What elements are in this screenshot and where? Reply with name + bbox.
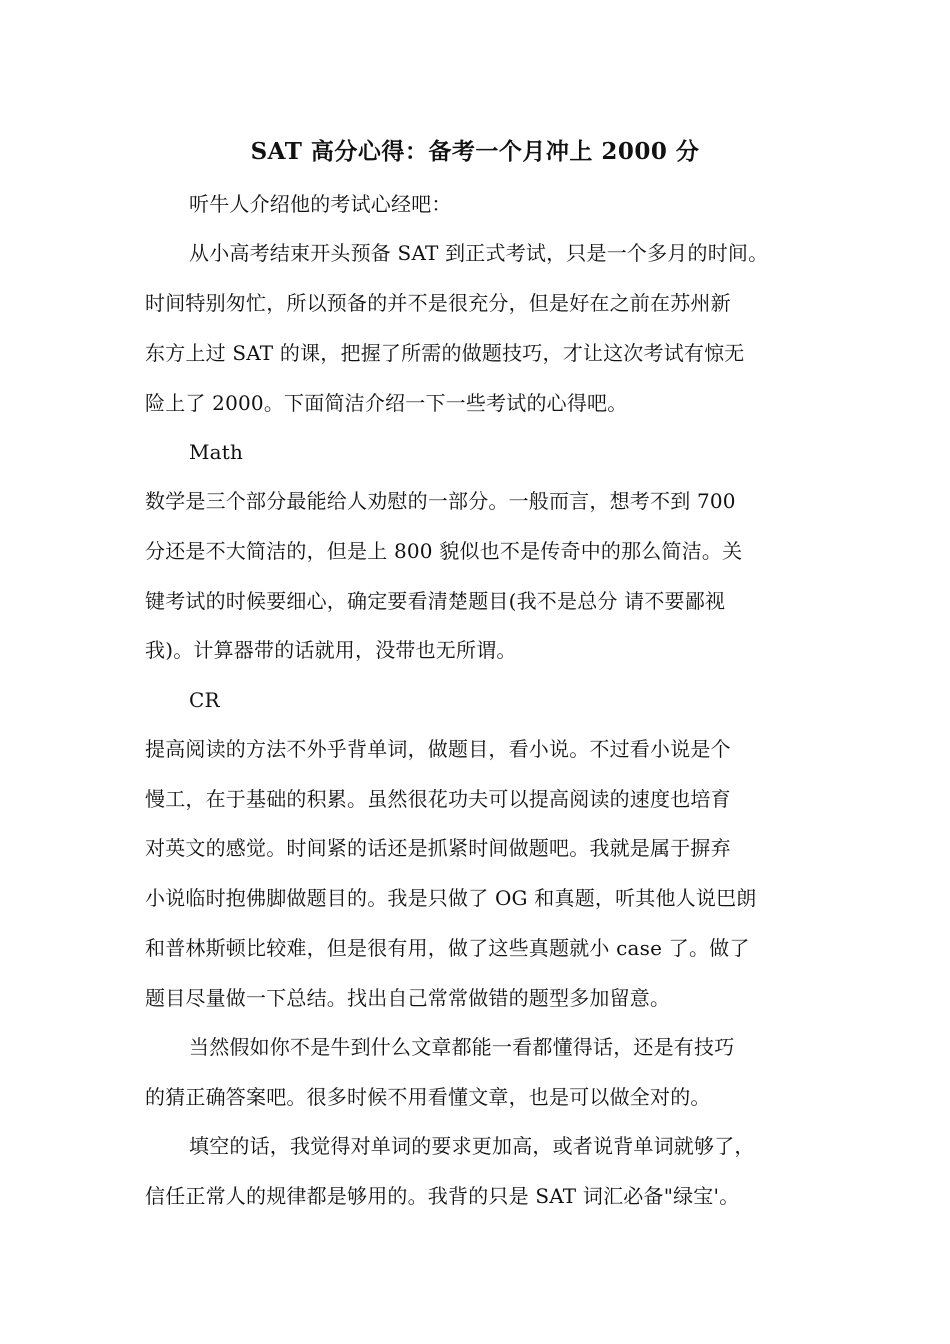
paragraph-line: 慢工，在于基础的积累。虽然很花功夫可以提高阅读的速度也培育 bbox=[145, 787, 731, 811]
paragraph-line: 当然假如你不是牛到什么文章都能一看都懂得话，还是有技巧 bbox=[189, 1035, 735, 1059]
paragraph-line: 数学是三个部分最能给人劝慰的一部分。一般而言，想考不到 700 bbox=[145, 489, 736, 513]
paragraph-line: 题目尽量做一下总结。找出自己常常做错的题型多加留意。 bbox=[145, 986, 671, 1010]
paragraph-line: 小说临时抱佛脚做题目的。我是只做了 OG 和真题，听其他人说巴朗 bbox=[145, 886, 757, 910]
paragraph-line: 信任正常人的规律都是够用的。我背的只是 SAT 词汇必备"绿宝'。 bbox=[145, 1184, 740, 1208]
paragraph-line: 对英文的感觉。时间紧的话还是抓紧时间做题吧。我就是属于摒弃 bbox=[145, 836, 731, 860]
section-heading-math: Math bbox=[189, 440, 244, 464]
paragraph-line: 和普林斯顿比较难，但是很有用，做了这些真题就小 case 了。做了 bbox=[145, 936, 750, 960]
paragraph-line: 险上了 2000。下面简洁介绍一下一些考试的心得吧。 bbox=[145, 391, 628, 415]
paragraph-line: 听牛人介绍他的考试心经吧： bbox=[189, 192, 452, 216]
paragraph-line: 从小高考结束开头预备 SAT 到正式考试，只是一个多月的时间。 bbox=[189, 241, 769, 265]
paragraph-line: 键考试的时候要细心，确定要看清楚题目(我不是总分 请不要鄙视 bbox=[145, 589, 726, 613]
paragraph-line: 填空的话，我觉得对单词的要求更加高，或者说背单词就够了， bbox=[189, 1134, 755, 1158]
paragraph-line: 时间特别匆忙，所以预备的并不是很充分，但是好在之前在苏州新 bbox=[145, 291, 731, 315]
paragraph-line: 东方上过 SAT 的课，把握了所需的做题技巧，才让这次考试有惊无 bbox=[145, 341, 745, 365]
paragraph-line: 分还是不大简洁的，但是上 800 貌似也不是传奇中的那么简洁。关 bbox=[145, 539, 743, 563]
section-heading-cr: CR bbox=[189, 688, 220, 712]
page-title: SAT 高分心得：备考一个月冲上 2000 分 bbox=[250, 138, 700, 165]
paragraph-line: 的猜正确答案吧。很多时候不用看懂文章，也是可以做全对的。 bbox=[145, 1085, 711, 1109]
paragraph-line: 提高阅读的方法不外乎背单词，做题目，看小说。不过看小说是个 bbox=[145, 737, 731, 761]
paragraph-line: 我)。计算器带的话就用，没带也无所谓。 bbox=[145, 638, 517, 662]
